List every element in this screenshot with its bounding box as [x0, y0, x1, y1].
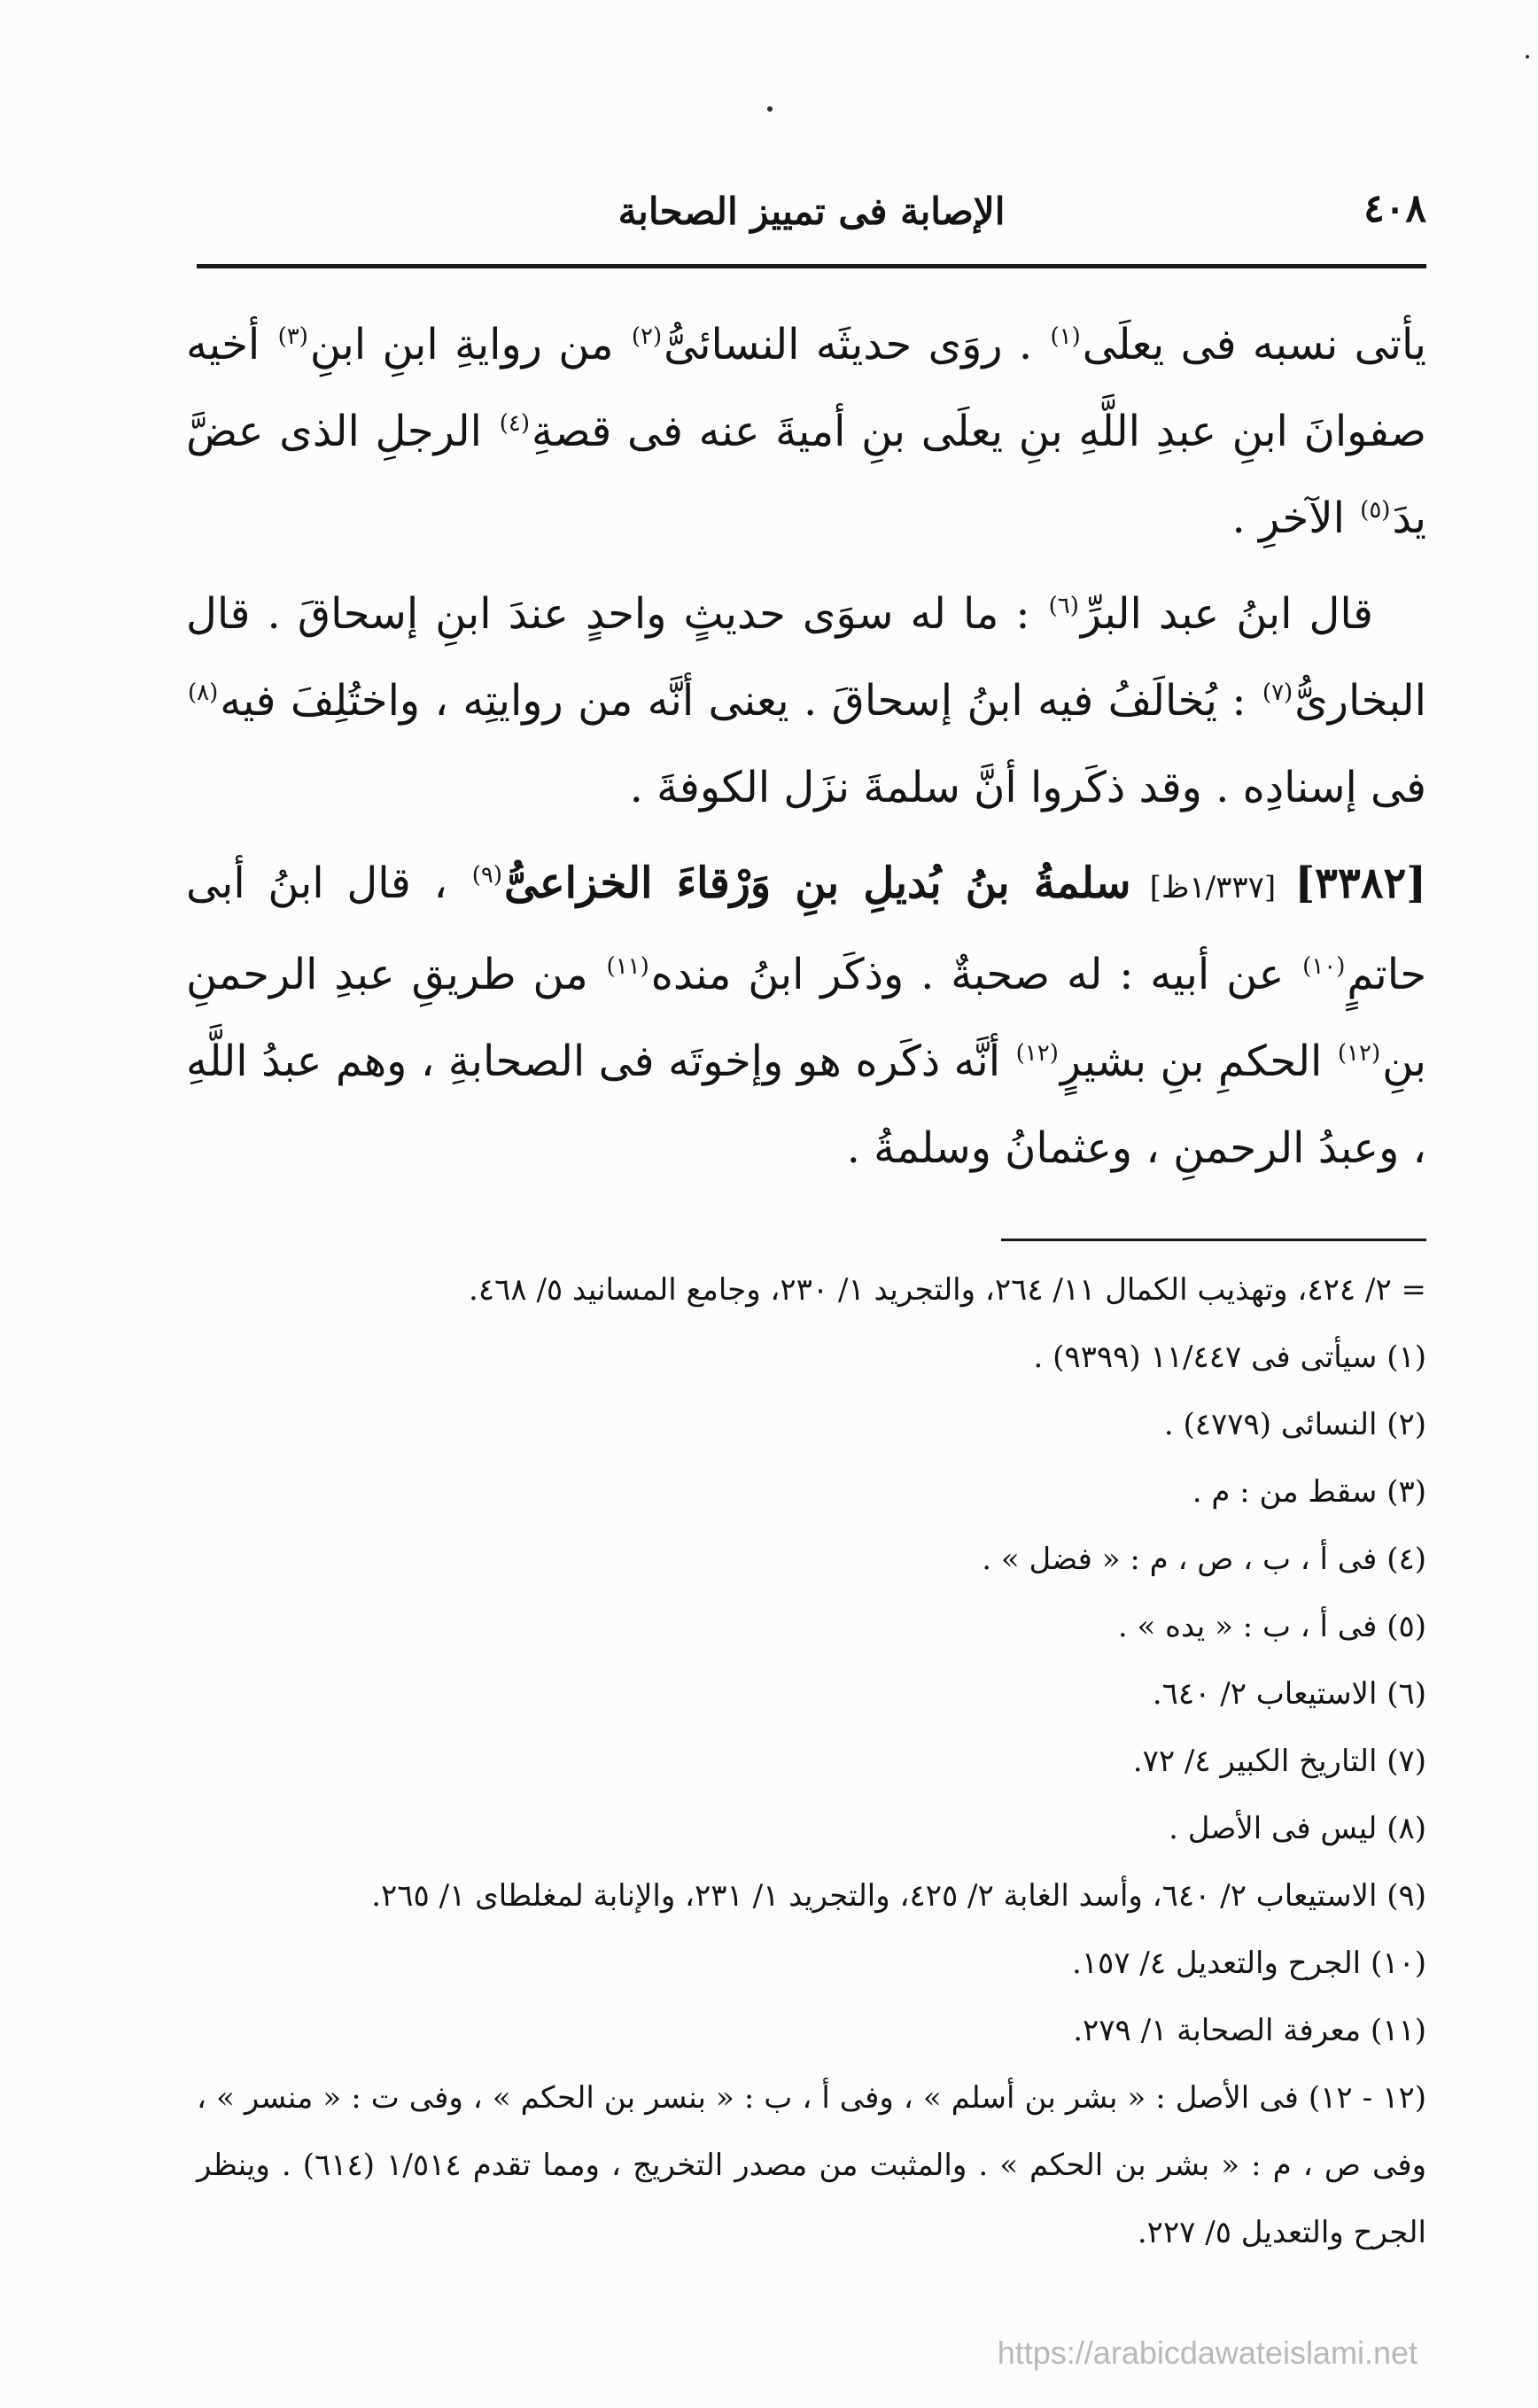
text-run: عن أبيه : له صحبةٌ . وذكَر ابنُ منده	[650, 950, 1301, 999]
footnote-marker: (٨)	[188, 680, 219, 706]
entry-name: سلمةُ بنُ بُديلِ بنِ وَرْقاءَ الخزاعىُّ	[504, 858, 1131, 908]
footnote-5: (٥) فى أ ، ب : « يده » .	[1117, 1609, 1426, 1644]
scan-speck	[767, 106, 773, 112]
footnote-marker: (٩)	[471, 862, 503, 889]
footnote-marker: (١٢)	[1015, 1040, 1059, 1067]
entry-manuscript-ref: [١/٣٣٧ظ]	[1130, 870, 1295, 905]
footnote-7: (٧) التاريخ الكبير ٤/ ٧٢.	[1132, 1744, 1426, 1779]
entry-number: [٣٣٨٢]	[1294, 858, 1427, 908]
footnote-2: (٢) النسائى (٤٧٧٩) .	[1163, 1407, 1426, 1442]
text-run: قال ابنُ عبد البرِّ	[1080, 589, 1374, 639]
footnote-marker: (٣)	[277, 323, 308, 350]
text-run: من روايةِ ابنِ ابنِ	[309, 320, 630, 369]
entry-3382	[186, 840, 1426, 1192]
text-run: : يُخالَفُ فيه ابنُ إسحاقَ . يعنى أنَّه من روايتِه ، واختُلِفَ فيه	[220, 676, 1261, 726]
footnote-10: (١٠) الجرح والتعديل ٤/ ١٥٧.	[1071, 1946, 1426, 1981]
text-run: أنَّه ذكَره هو وإخوتَه فى الصحابةِ ، وهم عبدُ اللَّهِ ، وعبدُ الرحمنِ ، وعثمانُ وسلمةُ .	[186, 1037, 1426, 1173]
paragraph-1	[186, 301, 1426, 562]
scan-speck	[1526, 55, 1529, 58]
running-title: الإصابة فى تمييز الصحابة	[618, 190, 1006, 233]
footnote-marker: (٢)	[631, 323, 663, 350]
footnote-separator	[1001, 1239, 1426, 1241]
footnote-9: (٩) الاستيعاب ٢/ ٦٤٠، وأسد الغابة ٢/ ٤٢٥، والتجريد ١/ ٢٣١، والإنابة لمغلطاى ١/ ٢٦٥.	[371, 1878, 1426, 1914]
main-text	[186, 301, 1426, 1200]
footnote-marker: (١)	[1050, 323, 1081, 350]
footnote-4: (٤) فى أ ، ب ، ص ، م : « فضل » .	[982, 1542, 1426, 1577]
page-number: ٤٠٨	[1363, 186, 1426, 231]
text-run: الحكمِ بنِ بشيرٍ	[1060, 1037, 1336, 1086]
footnote-8: (٨) ليس فى الأصل .	[1169, 1811, 1426, 1846]
footnote-marker: (٦)	[1048, 593, 1079, 619]
footnote-marker: (١٢)	[1337, 1040, 1381, 1067]
footnote-continuation: = ٢/ ٤٢٤، وتهذيب الكمال ١١/ ٢٦٤، والتجريد ١/ ٢٣٠، وجامع المسانيد ٥/ ٤٦٨.	[469, 1272, 1426, 1308]
text-run: فى إسنادِه . وقد ذكَروا أنَّ سلمةَ نزَل الكوفةَ .	[629, 763, 1426, 812]
footnote-12: (١٢ - ١٢) فى الأصل : « بشر بن أسلم » ، وفى أ ، ب : « بنسر بن الحكم » ، وفى ت : « منسر » ، وفى ص ، م : « بشر بن الحكم » . والمثبت من مصدر التخريج ، ومما تقدم ١/٥١٤ (٦١٤) . وينظر الجرح والتعديل ٥/ ٢٢٧.	[197, 2080, 1426, 2250]
footnote-marker: (٥)	[1360, 497, 1391, 524]
text-run: أخيه صفوانَ ابنِ عبدِ اللَّهِ بنِ يعلَى بنِ أميةَ عنه فى قصةِ	[186, 320, 1426, 456]
footnote-marker: (١٠)	[1302, 953, 1346, 980]
footnote-marker: (٤)	[499, 410, 530, 437]
text-run: يأتى نسبه فى يعلَى	[1082, 320, 1426, 369]
footnote-11: (١١) معرفة الصحابة ١/ ٢٧٩.	[1073, 2013, 1426, 2048]
paragraph-2	[186, 571, 1426, 831]
page-header	[197, 186, 1426, 257]
footnote-3: (٣) سقط من : م .	[1192, 1474, 1426, 1510]
footnotes	[197, 1256, 1426, 2266]
footnote-1: (١) سيأتى فى ١١/٤٤٧ (٩٣٩٩) .	[1033, 1340, 1426, 1375]
footnote-marker: (١١)	[606, 953, 649, 980]
text-run: . روَى حديثَه النسائىُّ	[664, 320, 1049, 369]
text-run: الرجلِ الذى عضَّ يدَ	[186, 407, 1426, 543]
footnote-6: (٦) الاستيعاب ٢/ ٦٤٠.	[1152, 1676, 1426, 1712]
watermark-url: https://arabicdawateislami.net	[997, 2334, 1418, 2371]
header-rule	[197, 264, 1426, 268]
text-run: : ما له سوَى حديثٍ واحدٍ عندَ ابنِ إسحاقَ . قال البخارىُّ	[186, 589, 1427, 726]
text-run: ، قال ابنُ أبى حاتمٍ	[186, 858, 1427, 999]
text-run: الآخرِ .	[1231, 493, 1359, 543]
text-run: من طريقِ عبدِ الرحمنِ بنِ	[186, 950, 1426, 1086]
footnote-marker: (٧)	[1262, 680, 1293, 706]
